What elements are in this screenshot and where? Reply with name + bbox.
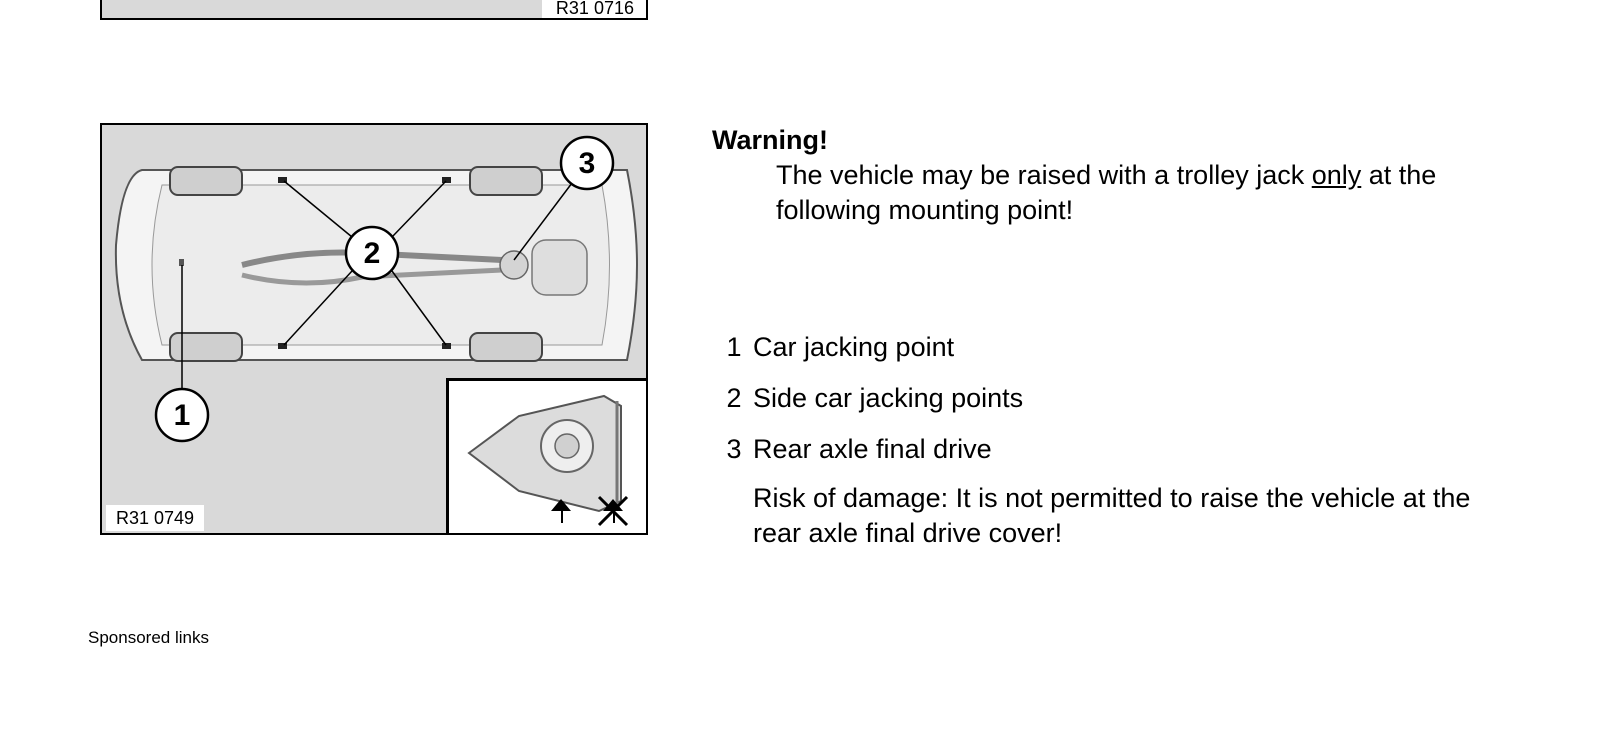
legend-item-number: 1 xyxy=(726,332,742,362)
vehicle-underbody-figure xyxy=(100,123,648,535)
warning-text-emphasis: only xyxy=(1311,160,1362,190)
sponsored-links-label: Sponsored links xyxy=(88,628,209,647)
warning-title: Warning! xyxy=(712,125,828,155)
legend-item-number: 3 xyxy=(726,434,742,464)
final-drive-inset xyxy=(446,378,648,535)
legend-item xyxy=(716,432,992,467)
legend-item-text: Rear axle final drive xyxy=(753,434,992,464)
warning-text-after: at the following mounting point! xyxy=(776,160,1437,225)
legend-item-number: 2 xyxy=(726,383,742,413)
callout-1-text: 1 xyxy=(173,399,191,432)
legend-item-text: Side car jacking points xyxy=(753,383,1024,413)
warning-text xyxy=(776,158,1476,228)
figure-label: R31 0749 xyxy=(106,505,204,531)
callout-2-text: 2 xyxy=(363,237,381,270)
legend-item xyxy=(716,330,955,365)
previous-figure-label: R31 0716 xyxy=(542,0,646,18)
final-drive-illustration xyxy=(449,381,648,535)
legend-item xyxy=(716,381,1024,416)
previous-figure xyxy=(100,0,648,20)
legend-item-text: Car jacking point xyxy=(753,332,955,362)
damage-risk-note: Risk of damage: It is not permitted to raise the vehicle at the rear axle final drive cover! xyxy=(753,483,1471,548)
warning-text-before: The vehicle may be raised with a trolley jack xyxy=(776,160,1312,190)
prohibited-icon xyxy=(599,497,627,525)
callout-3-text: 3 xyxy=(578,147,596,180)
